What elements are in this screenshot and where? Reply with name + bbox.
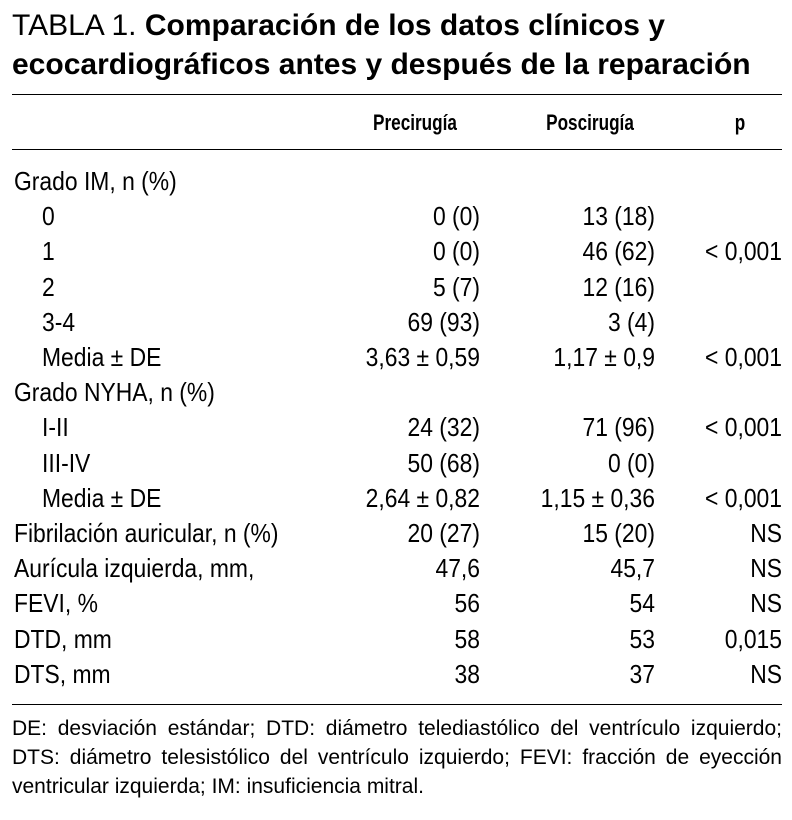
table-row — [0, 375, 792, 410]
cell-poscirugia: 1,17 ± 0,9 — [553, 342, 655, 372]
cell-poscirugia: 1,15 ± 0,36 — [540, 482, 655, 513]
cell-poscirugia: 37 — [629, 658, 655, 689]
row-label: Grado NYHA, n (%) — [14, 377, 215, 408]
table-row — [0, 586, 792, 621]
row-label: Media ± DE — [42, 482, 162, 513]
cell-poscirugia: 54 — [629, 588, 655, 619]
row-label: DTS, mm — [14, 658, 111, 689]
cell-p-value: < 0,001 — [705, 236, 782, 267]
cell-precirugia: 5 (7) — [432, 271, 480, 302]
cell-precirugia: 0 (0) — [432, 201, 480, 232]
cell-precirugia: 24 (32) — [407, 412, 480, 443]
table-row — [0, 199, 792, 234]
cell-poscirugia: 46 (62) — [582, 236, 655, 267]
table-row — [0, 270, 792, 305]
table-row — [0, 551, 792, 586]
cell-poscirugia: 15 (20) — [582, 518, 655, 548]
row-label: Fibrilación auricular, n (%) — [14, 518, 279, 548]
table-row — [0, 410, 792, 445]
row-label: 2 — [42, 271, 55, 302]
cell-p-value: NS — [750, 588, 782, 619]
header-poscirugia: Poscirugía — [546, 110, 634, 135]
cell-p-value: < 0,001 — [705, 342, 782, 372]
row-label: DTD, mm — [14, 623, 112, 654]
row-label: 1 — [42, 236, 55, 267]
cell-p-value: 0,015 — [724, 623, 782, 654]
cell-precirugia: 2,64 ± 0,82 — [365, 482, 480, 513]
header-precirugia: Precirugía — [373, 110, 457, 135]
cell-poscirugia: 12 (16) — [582, 271, 655, 302]
bottom-rule — [12, 704, 782, 705]
row-label: FEVI, % — [14, 588, 98, 619]
header-rule — [12, 149, 782, 150]
row-label: I-II — [42, 412, 69, 443]
table-title — [12, 6, 782, 84]
cell-precirugia: 38 — [454, 658, 480, 689]
cell-precirugia: 20 (27) — [407, 518, 480, 548]
table-row — [0, 481, 792, 516]
cell-precirugia: 50 (68) — [407, 447, 480, 478]
cell-p-value: NS — [750, 553, 782, 584]
table-row — [0, 164, 792, 199]
cell-p-value: < 0,001 — [705, 482, 782, 513]
table-row — [0, 622, 792, 657]
cell-poscirugia: 13 (18) — [582, 201, 655, 232]
table-row — [0, 446, 792, 481]
cell-poscirugia: 3 (4) — [607, 306, 655, 337]
cell-precirugia: 58 — [454, 623, 480, 654]
cell-precirugia: 0 (0) — [432, 236, 480, 267]
table-row — [0, 657, 792, 692]
cell-precirugia: 69 (93) — [407, 306, 480, 337]
row-label: Grado IM, n (%) — [14, 166, 177, 196]
row-label: Aurícula izquierda, mm, — [14, 553, 255, 584]
cell-p-value: NS — [750, 658, 782, 689]
top-rule — [12, 94, 782, 95]
table-row — [0, 305, 792, 340]
table-caption: Comparación de los datos clínicos y ecocardiográficos antes y después de la reparación — [12, 9, 751, 81]
row-label: 0 — [42, 201, 55, 232]
table-row — [0, 234, 792, 269]
cell-poscirugia: 71 (96) — [582, 412, 655, 443]
table-row — [0, 516, 792, 551]
cell-poscirugia: 45,7 — [610, 553, 655, 584]
table-row — [0, 340, 792, 375]
table-footnote: DE: desviación estándar; DTD: diámetro telediastólico del ventrículo izquierdo; DTS: diámetro telesistólico del ventrículo izquierdo; FEVI: fracción de eyección ventricular izquierda; IM: insuficiencia mitral. — [12, 717, 782, 798]
cell-p-value: NS — [750, 518, 782, 548]
row-label: 3-4 — [42, 306, 76, 337]
table-number: TABLA 1. — [12, 9, 137, 42]
cell-p-value: < 0,001 — [705, 412, 782, 443]
header-p: p — [734, 110, 746, 135]
row-label: Media ± DE — [42, 342, 162, 372]
row-label: III-IV — [42, 447, 91, 478]
cell-poscirugia: 53 — [629, 623, 655, 654]
cell-precirugia: 47,6 — [435, 553, 480, 584]
cell-precirugia: 56 — [454, 588, 480, 619]
cell-poscirugia: 0 (0) — [607, 447, 655, 478]
cell-precirugia: 3,63 ± 0,59 — [365, 342, 480, 372]
